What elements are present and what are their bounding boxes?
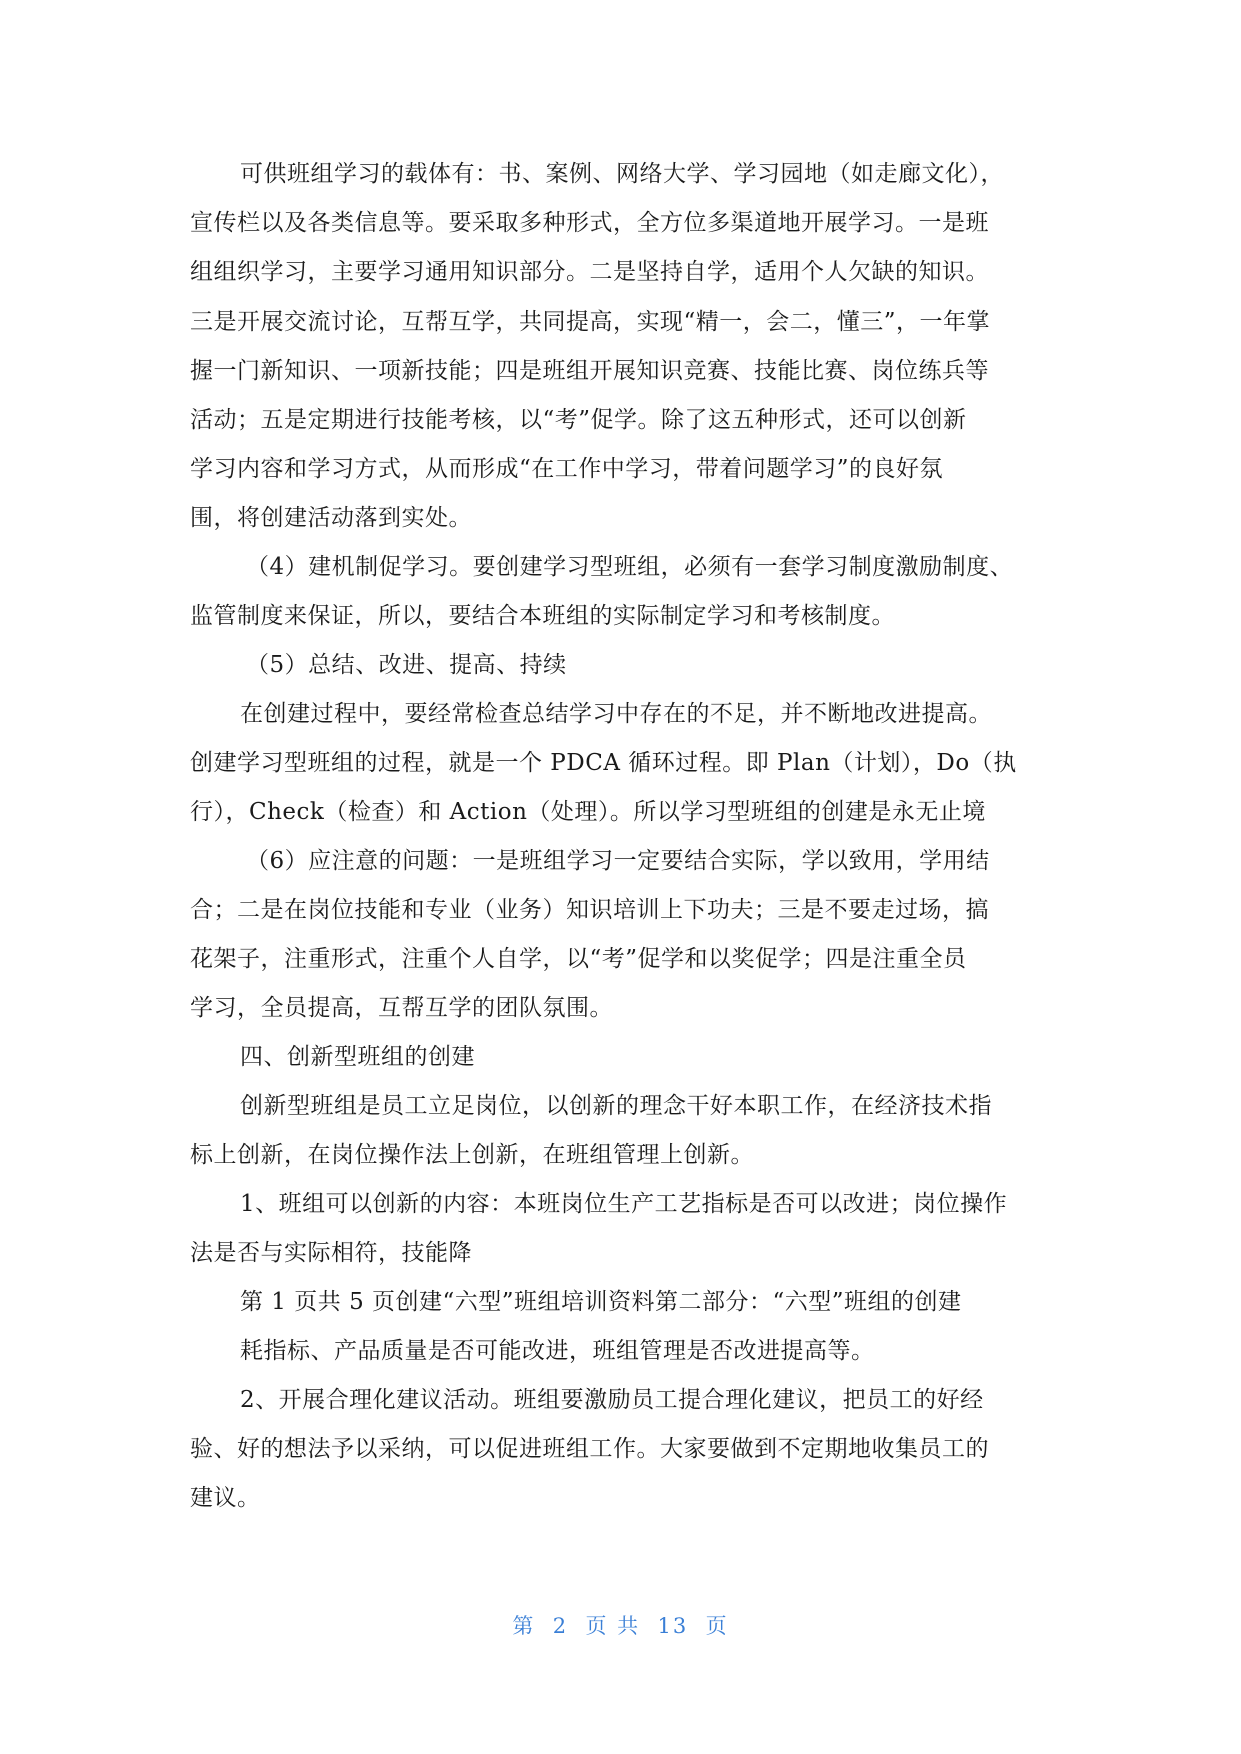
paragraph-line: 验、好的想法予以采纳，可以促进班组工作。大家要做到不定期地收集员工的 [190,1436,989,1462]
paragraph-line: 三是开展交流讨论，互帮互学，共同提高，实现“精一，会二，懂三”，一年掌 [190,309,991,335]
paragraph-line: 创建学习型班组的过程，就是一个 PDCA 循环过程。即 Plan（计划），Do（执 [190,750,1017,776]
paragraph-line: 标上创新，在岗位操作法上创新，在班组管理上创新。 [190,1142,754,1168]
paragraph-line: （4）建机制促学习。要创建学习型班组，必须有一套学习制度激励制度、 [246,554,1014,580]
paragraph-line: 2、开展合理化建议活动。班组要激励员工提合理化建议，把员工的好经 [240,1387,984,1413]
paragraph-line: 监管制度来保证，所以，要结合本班组的实际制定学习和考核制度。 [190,603,895,629]
paragraph-line: 宣传栏以及各类信息等。要采取多种形式，全方位多渠道地开展学习。一是班 [190,210,989,236]
paragraph-line: 在创建过程中，要经常检查总结学习中存在的不足，并不断地改进提高。 [240,701,992,727]
paragraph-line: 花架子，注重形式，注重个人自学，以“考”促学和以奖促学；四是注重全员 [190,946,967,972]
paragraph-line: 组组织学习，主要学习通用知识部分。二是坚持自学，适用个人欠缺的知识。 [190,259,989,285]
paragraph-line: 第 1 页共 5 页创建“六型”班组培训资料第二部分：“六型”班组的创建 [240,1289,962,1315]
paragraph-line: 1、班组可以创新的内容：本班岗位生产工艺指标是否可以改进；岗位操作 [240,1191,1008,1217]
paragraph-line: （6）应注意的问题：一是班组学习一定要结合实际，学以致用，学用结 [246,848,990,874]
section-heading: 四、创新型班组的创建 [240,1044,475,1070]
paragraph-line: 行），Check（检查）和 Action（处理）。所以学习型班组的创建是永无止境 [190,799,986,825]
paragraph-line: 可供班组学习的载体有：书、案例、网络大学、学习园地（如走廊文化）， [240,161,1004,187]
paragraph-line: 围，将创建活动落到实处。 [190,505,472,531]
paragraph-line: 学习，全员提高，互帮互学的团队氛围。 [190,995,613,1021]
paragraph-line: 耗指标、产品质量是否可能改进，班组管理是否改进提高等。 [240,1338,875,1364]
paragraph-line: 活动；五是定期进行技能考核，以“考”促学。除了这五种形式，还可以创新 [190,407,967,433]
paragraph-line: 握一门新知识、一项新技能；四是班组开展知识竞赛、技能比赛、岗位练兵等 [190,358,989,384]
paragraph-line: 法是否与实际相符，技能降 [190,1240,472,1266]
paragraph-line: 学习内容和学习方式，从而形成“在工作中学习，带着问题学习”的良好氛 [190,456,944,482]
section-heading: （5）总结、改进、提高、持续 [246,652,567,678]
paragraph-line: 建议。 [190,1485,261,1511]
paragraph-line: 合；二是在岗位技能和专业（业务）知识培训上下功夫；三是不要走过场，搞 [190,897,989,923]
paragraph-line: 创新型班组是员工立足岗位，以创新的理念干好本职工作，在经济技术指 [240,1093,992,1119]
page-number-footer: 第 2 页 共 13 页 [512,1614,729,1638]
